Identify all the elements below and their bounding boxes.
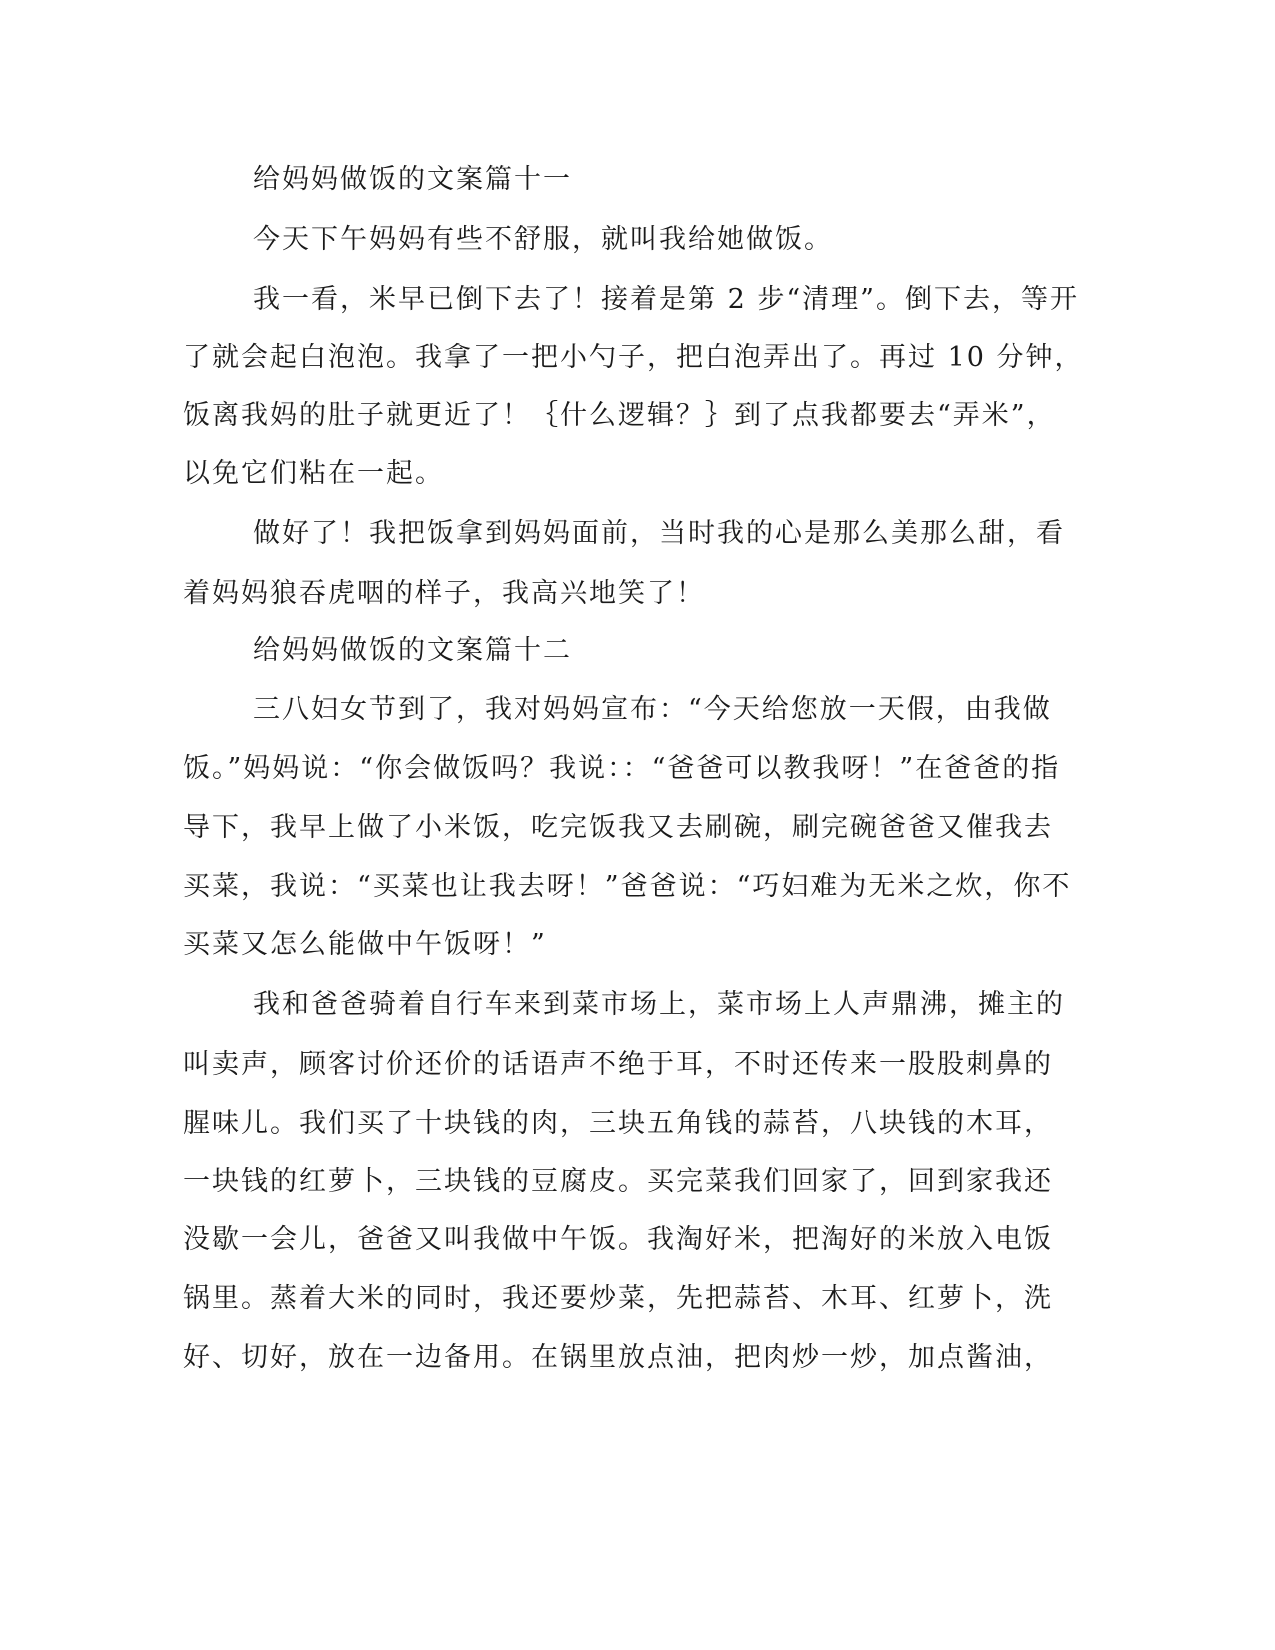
paragraph-line: 今天下午妈妈有些不舒服，就叫我给她做饭。	[253, 224, 833, 255]
paragraph-line: 做好了！我把饭拿到妈妈面前，当时我的心是那么美那么甜，看	[253, 518, 1065, 549]
paragraph-line: 锅里。蒸着大米的同时，我还要炒菜，先把蒜苔、木耳、红萝卜，洗	[183, 1283, 1053, 1314]
paragraph-line: 没歇一会儿，爸爸又叫我做中午饭。我淘好米，把淘好的米放入电饭	[183, 1224, 1053, 1255]
paragraph-line: 饭离我妈的肚子就更近了！｛什么逻辑？｝到了点我都要去“弄米”，	[183, 400, 1056, 431]
paragraph-line: 我一看，米早已倒下去了！接着是第 2 步“清理”。倒下去，等开	[253, 284, 1079, 315]
paragraph-line: 一块钱的红萝卜，三块钱的豆腐皮。买完菜我们回家了，回到家我还	[183, 1166, 1053, 1197]
paragraph-line: 着妈妈狼吞虎咽的样子，我高兴地笑了！	[183, 578, 705, 609]
section-heading-12: 给妈妈做饭的文案篇十二	[253, 635, 572, 666]
paragraph-line: 以免它们粘在一起。	[183, 458, 444, 489]
paragraph-line: 了就会起白泡泡。我拿了一把小勺子，把白泡弄出了。再过 10 分钟，	[183, 342, 1084, 373]
paragraph-line: 好、切好，放在一边备用。在锅里放点油，把肉炒一炒，加点酱油，	[183, 1342, 1053, 1373]
paragraph-line: 买菜，我说：“买菜也让我去呀！”爸爸说：“巧妇难为无米之炊，你不	[183, 871, 1072, 902]
paragraph-line: 叫卖声，顾客讨价还价的话语声不绝于耳，不时还传来一股股刺鼻的	[183, 1049, 1053, 1080]
paragraph-line: 三八妇女节到了，我对妈妈宣布：“今天给您放一天假，由我做	[253, 694, 1052, 725]
paragraph-line: 饭。”妈妈说：“你会做饭吗？我说：：“爸爸可以教我呀！”在爸爸的指	[183, 753, 1061, 784]
paragraph-line: 买菜又怎么能做中午饭呀！”	[183, 929, 547, 960]
section-heading-11: 给妈妈做饭的文案篇十一	[253, 164, 572, 195]
paragraph-line: 我和爸爸骑着自行车来到菜市场上，菜市场上人声鼎沸，摊主的	[253, 989, 1065, 1020]
paragraph-line: 腥味儿。我们买了十块钱的肉，三块五角钱的蒜苔，八块钱的木耳，	[183, 1108, 1053, 1139]
paragraph-line: 导下，我早上做了小米饭，吃完饭我又去刷碗，刷完碗爸爸又催我去	[183, 812, 1053, 843]
